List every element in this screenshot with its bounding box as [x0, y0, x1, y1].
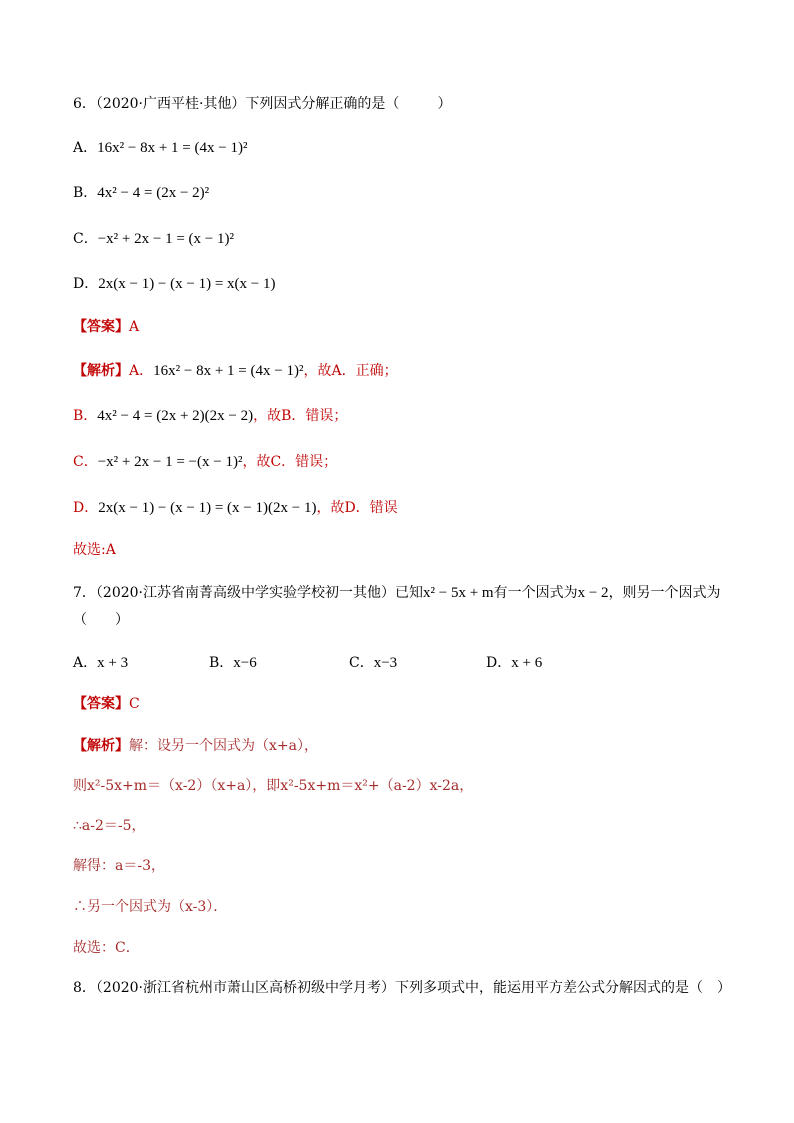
q7-option-b: B．x−6: [209, 655, 257, 671]
q7-analysis-1: 【解析】解：设另一个因式为（x+a），: [73, 738, 318, 754]
q7-option-a: A．x + 3: [73, 655, 129, 671]
q7-analysis-4: 解得：a＝-3，: [73, 858, 165, 874]
q6-option-a: A．16x² − 8x + 1 = (4x − 1)²: [73, 140, 248, 156]
q6-option-d-expr: 2x(x − 1) − (x − 1) = x(x − 1): [98, 276, 276, 292]
q7-stem-line2: （ ）: [73, 612, 129, 628]
q7-option-d: D．x + 6: [486, 655, 543, 671]
q7-analysis-5: ∴另一个因式为（x-3）．: [73, 899, 228, 915]
q7-analysis-3: ∴a-2＝-5，: [73, 818, 146, 834]
q6-stem-text: 6．（2020·广西平桂·其他）下列因式分解正确的是（: [73, 96, 400, 112]
answer-tag: 【答案】: [73, 319, 129, 335]
q8-stem: 8．（2020·浙江省杭州市萧山区高桥初级中学月考）下列多项式中，能运用平方差公式分解因式的是（ ）: [73, 980, 731, 996]
q6-analysis-a: 【解析】A．16x² − 8x + 1 = (4x − 1)²，故A．正确；: [73, 363, 398, 379]
q6-stem: [73, 94, 451, 114]
q7-answer: 【答案】C: [73, 696, 140, 712]
q7-option-c: C．x−3: [349, 655, 398, 671]
q6-option-d: D．2x(x − 1) − (x − 1) = x(x − 1): [73, 276, 276, 292]
q6-option-b-expr: 4x² − 4 = (2x − 2)²: [97, 185, 210, 201]
q6-analysis-c: C．−x² + 2x − 1 = −(x − 1)²，故C．错误；: [73, 454, 338, 470]
q6-option-a-expr: 16x² − 8x + 1 = (4x − 1)²: [97, 140, 248, 156]
q6-option-c: C．−x² + 2x − 1 = (x − 1)²: [73, 231, 235, 247]
q6-conclusion: 故选:A: [73, 542, 116, 558]
q7-analysis-2: 则x²-5x+m＝（x-2）（x+a），即x²-5x+m＝x²+（a-2）x-2a，: [73, 778, 474, 794]
q6-analysis-d: D．2x(x − 1) − (x − 1) = (x − 1)(2x − 1)，故D．错误: [73, 500, 398, 516]
q6-answer: [73, 317, 139, 337]
answer-value: A: [129, 319, 140, 335]
analysis-tag: 【解析】: [73, 363, 129, 379]
q6-option-c-expr: −x² + 2x − 1 = (x − 1)²: [97, 231, 235, 247]
q7-stem: 7．（2020·江苏省南菁高级中学实验学校初一其他）已知x² − 5x + m有一个因式为x − 2，则另一个因式为: [73, 585, 721, 601]
q7-options: [73, 653, 542, 673]
q6-analysis-b: B．4x² − 4 = (2x + 2)(2x − 2)，故B．错误；: [73, 408, 348, 424]
q7-analysis-6: 故选：C．: [73, 940, 140, 956]
q6-stem-close: ）: [437, 96, 452, 112]
q6-option-b: B．4x² − 4 = (2x − 2)²: [73, 185, 210, 201]
